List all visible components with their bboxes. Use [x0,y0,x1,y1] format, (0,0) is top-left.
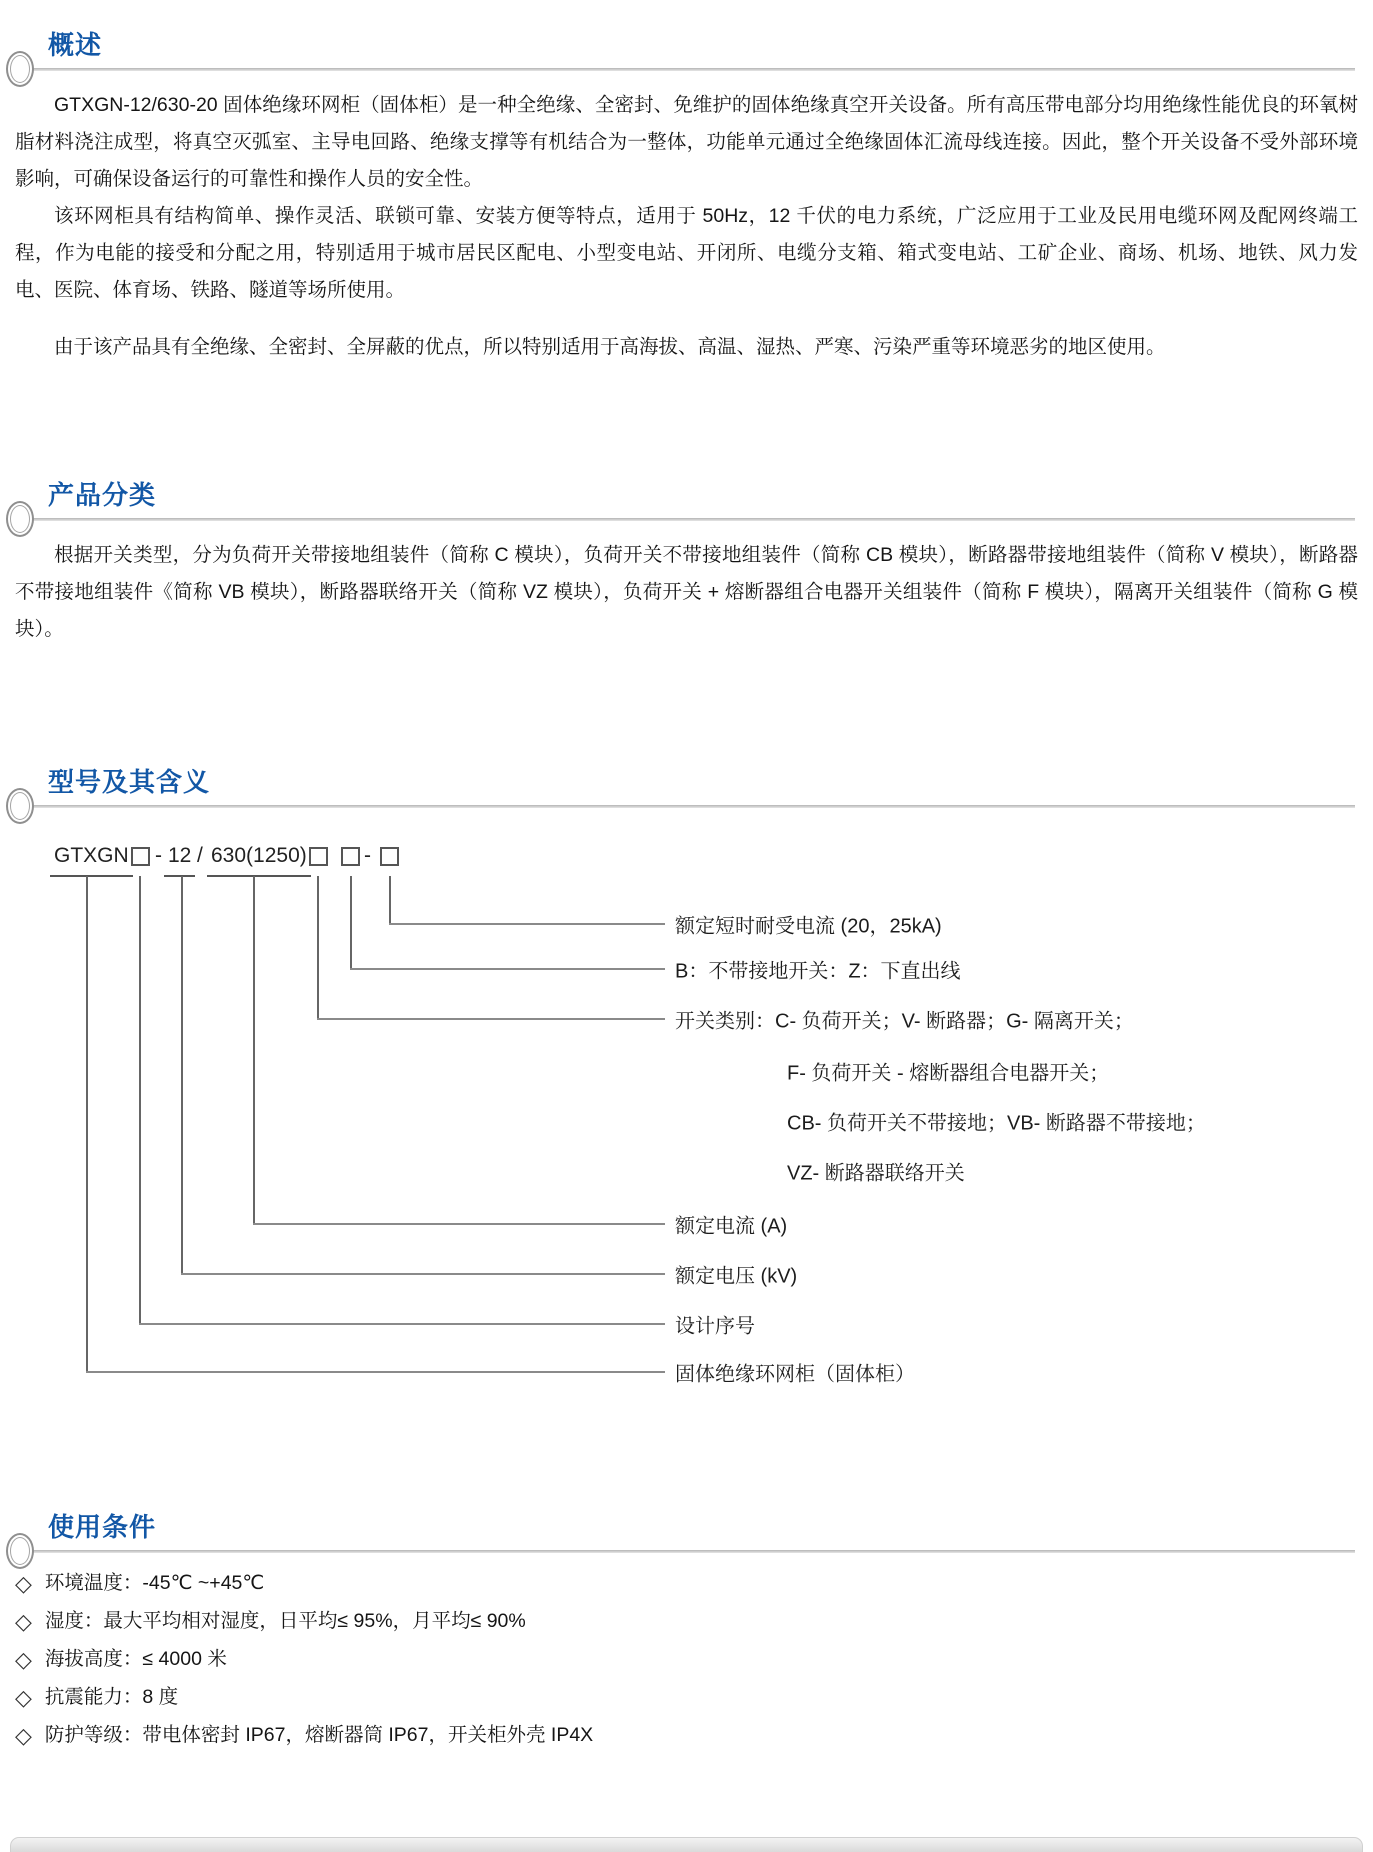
section-marker-inner-ring [10,505,30,533]
conditions-header [0,1512,1373,1553]
connector-vline [139,876,141,1324]
next-section-edge [10,1837,1363,1852]
connector-vline [253,876,255,1224]
condition-item [15,1609,1358,1634]
model-label: CB- 负荷开关不带接地；VB- 断路器不带接地； [787,1112,1206,1135]
connector-vline [389,876,391,924]
formula-dash: - [364,844,371,867]
formula-placeholder-box [131,847,150,866]
model-label: 设计序号 [675,1315,755,1338]
model-label: B：不带接地开关：Z：下直出线 [675,960,961,983]
formula-voltage: 12 [164,844,195,877]
diamond-bullet-icon: ◇ [15,1647,32,1672]
section-title-conditions: 使用条件 [48,1512,157,1542]
diamond-bullet-icon: ◇ [15,1609,32,1634]
diamond-bullet-icon: ◇ [15,1685,32,1710]
connector-vline [181,876,183,1274]
section-title-overview: 概述 [48,30,103,60]
formula-placeholder-box [380,847,399,866]
connector-hline [350,968,665,970]
model-label: 额定短时耐受电流 (20，25kA) [675,915,942,938]
formula-current: 630(1250) [207,844,311,877]
model-label: 额定电压 (kV) [675,1265,798,1288]
connector-hline [181,1273,665,1275]
model-label: 开关类别：C- 负荷开关；V- 断路器；G- 隔离开关； [675,1010,1134,1033]
formula-dash: - [155,844,162,867]
section-marker-inner-ring [10,792,30,820]
model-label: VZ- 断路器联络开关 [787,1162,965,1185]
model-header [0,767,1373,808]
connector-vline [86,876,88,1372]
condition-text: 海拔高度：≤ 4000 米 [44,1648,227,1670]
connector-hline [317,1018,665,1020]
overview-header [0,30,1373,71]
diamond-bullet-icon: ◇ [15,1723,32,1748]
classification-content [0,537,1373,648]
section-model [0,648,1373,1416]
classification-header [0,480,1373,521]
condition-item [15,1571,1358,1596]
section-divider [30,805,1355,808]
connector-hline [253,1223,665,1225]
connector-hline [389,923,665,925]
overview-paragraph: GTXGN-12/630-20 固体绝缘环网柜（固体柜）是一种全绝缘、全密封、免维护的固体绝缘真空开关设备。所有高压带电部分均用绝缘性能优良的环氧树脂材料浇注成型，将真空灭弧室、主导电回路、绝缘支撑等有机结合为一整体，功能单元通过全绝缘固体汇流母线连接。因此，整个开关设备不受外部环境影响，可确保设备运行的可靠性和操作人员的安全性。 [15,94,1358,190]
formula-slash: / [197,844,203,867]
section-title-model: 型号及其含义 [48,767,211,797]
section-overview [0,0,1373,366]
section-marker-icon [6,501,34,537]
overview-content [0,87,1373,366]
section-marker-icon [6,788,34,824]
model-designation-diagram [0,836,1373,1416]
section-marker-inner-ring [10,1537,30,1565]
connector-vline [350,876,352,969]
section-divider [30,518,1355,521]
diamond-bullet-icon: ◇ [15,1571,32,1596]
section-title-classification: 产品分类 [48,480,157,510]
connector-hline [86,1371,665,1373]
section-divider [30,1550,1355,1553]
condition-text: 环境温度：-45℃ ~+45℃ [44,1572,265,1594]
formula-placeholder-box [341,847,360,866]
overview-paragraph: 该环网柜具有结构简单、操作灵活、联锁可靠、安装方便等特点，适用于 50Hz，12 千伏的电力系统，广泛应用于工业及民用电缆环网及配网终端工程，作为电能的接受和分配之用，特别适用于城市居民区配电、小型变电站、开闭所、电缆分支箱、箱式变电站、工矿企业、商场、机场、地铁、风力发电、医院、体育场、铁路、隧道等场所使用。 [15,205,1358,301]
condition-item [15,1647,1358,1672]
formula-brand: GTXGN [50,844,133,877]
section-marker-icon [6,1533,34,1569]
overview-paragraph: 由于该产品具有全绝缘、全密封、全屏蔽的优点，所以特别适用于高海拔、高温、湿热、严寒、污染严重等环境恶劣的地区使用。 [54,336,1166,358]
conditions-list [0,1571,1373,1748]
model-label: F- 负荷开关 - 熔断器组合电器开关； [787,1062,1110,1085]
formula-placeholder-box [309,847,328,866]
connector-hline [139,1323,665,1325]
section-conditions [0,1416,1373,1748]
section-divider [30,68,1355,71]
model-label: 固体绝缘环网柜（固体柜） [675,1363,915,1386]
condition-text: 防护等级：带电体密封 IP67，熔断器筒 IP67，开关柜外壳 IP4X [44,1724,594,1746]
section-marker-inner-ring [10,55,30,83]
condition-item [15,1723,1358,1748]
condition-item [15,1685,1358,1710]
condition-text: 湿度：最大平均相对湿度，日平均≤ 95%，月平均≤ 90% [44,1610,526,1632]
connector-vline [317,876,319,1019]
model-label: 额定电流 (A) [675,1215,788,1238]
section-marker-icon [6,51,34,87]
classification-paragraph: 根据开关类型，分为负荷开关带接地组装件（简称 C 模块），负荷开关不带接地组装件（简称 CB 模块），断路器带接地组装件（简称 V 模块），断路器不带接地组装件《简称 VB 模块），断路器联络开关（简称 VZ 模块），负荷开关 + 熔断器组合电器开关组装件（简称 F 模块），隔离开关组装件（简称 G 模块）。 [15,544,1358,640]
condition-text: 抗震能力：8 度 [44,1686,179,1708]
section-classification [0,366,1373,648]
